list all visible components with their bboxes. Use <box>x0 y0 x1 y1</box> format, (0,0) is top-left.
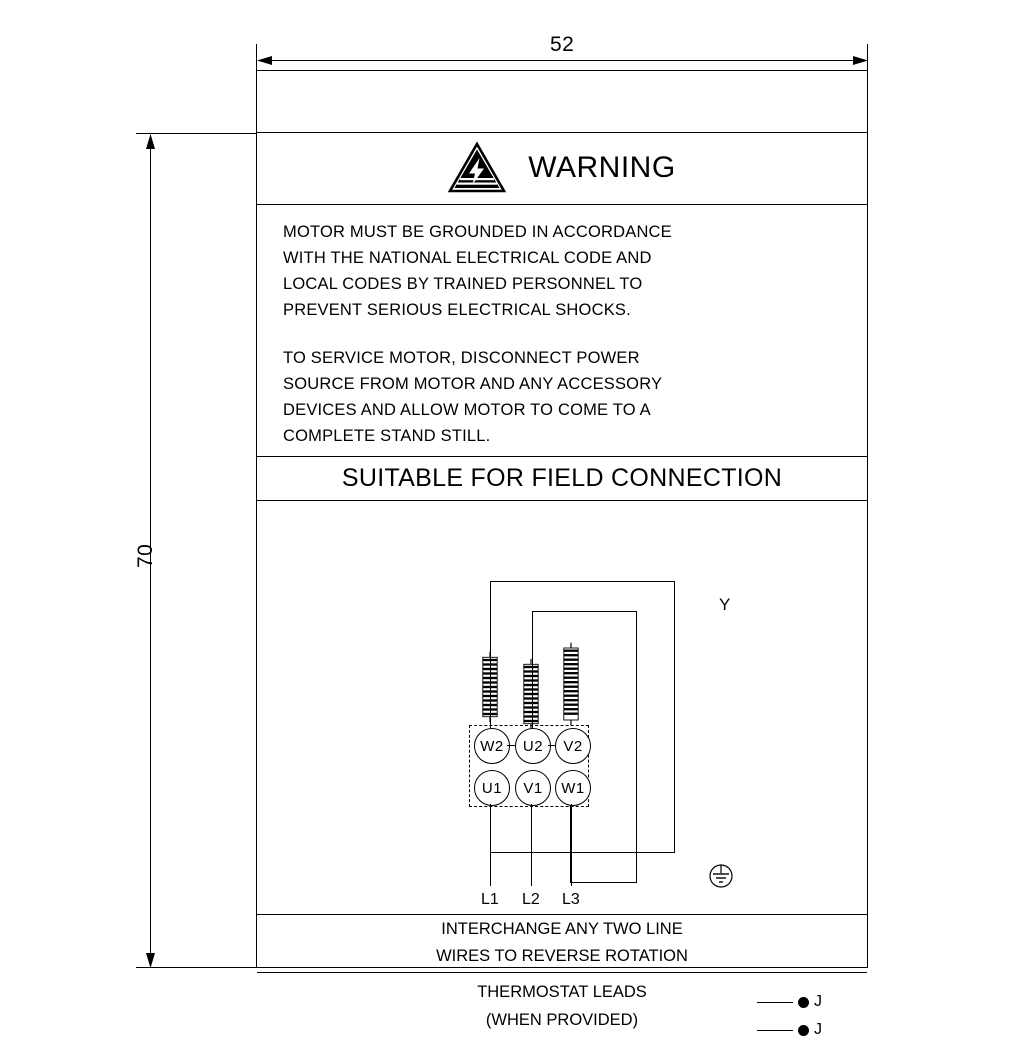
loop2-top-horizontal <box>532 611 637 612</box>
winding-coil-3 <box>562 638 580 730</box>
dim-arrow-top-left <box>142 133 159 151</box>
loop1-bottom-horizontal <box>490 852 675 853</box>
line-label-l3: L3 <box>562 891 580 908</box>
loop2-right-vertical <box>636 611 637 882</box>
warning-line-3: LOCAL CODES BY TRAINED PERSONNEL TO <box>283 275 643 293</box>
warning-paragraph-2 <box>283 345 867 449</box>
terminal-v1[interactable]: V1 <box>515 770 551 806</box>
thermostat-lead-2 <box>757 1016 822 1044</box>
terminal-link-w2-u2 <box>507 745 516 746</box>
warning-line-7: DEVICES AND ALLOW MOTOR TO COME TO A <box>283 401 651 419</box>
loop1-top-horizontal <box>490 581 675 582</box>
wiring-diagram <box>257 500 867 914</box>
thermostat-lead-line-2 <box>757 1030 793 1031</box>
thermostat-lead-dot-1 <box>798 997 809 1008</box>
terminal-link-u2-v2 <box>548 745 556 746</box>
warning-line-2: WITH THE NATIONAL ELECTRICAL CODE AND <box>283 249 652 267</box>
thermostat-lead-dot-2 <box>798 1025 809 1036</box>
warning-line-1: MOTOR MUST BE GROUNDED IN ACCORDANCE <box>283 223 672 241</box>
warning-line-8: COMPLETE STAND STILL. <box>283 427 491 445</box>
lead-l2-wire <box>531 804 532 886</box>
lead-l1-wire <box>490 804 491 886</box>
winding-coil-1 <box>481 648 499 726</box>
connection-type-label: Y <box>719 595 731 614</box>
line-label-l1: L1 <box>481 891 499 908</box>
warning-line-4: PREVENT SERIOUS ELECTRICAL SHOCKS. <box>283 301 631 319</box>
thermostat-lead-label-1: J <box>814 993 822 1010</box>
dim-arrow-left-top <box>256 52 274 69</box>
warning-title: WARNING <box>528 151 676 184</box>
earth-ground-icon <box>705 860 737 892</box>
terminal-w1[interactable]: W1 <box>555 770 591 806</box>
thermostat-note <box>257 972 867 1040</box>
dim-line-width <box>258 60 865 61</box>
loop1-right-vertical <box>674 581 675 852</box>
dim-height-value: 70 <box>134 543 157 568</box>
suitable-for-field-connection: SUITABLE FOR FIELD CONNECTION <box>341 463 783 492</box>
rule-below-warning-header <box>257 204 867 205</box>
terminal-u2[interactable]: U2 <box>515 728 551 764</box>
line-label-l2: L2 <box>522 891 540 908</box>
warning-paragraph-1 <box>283 219 867 323</box>
warning-lightning-icon <box>448 142 506 194</box>
dim-arrow-bottom-left <box>142 951 159 969</box>
dim-width-value: 52 <box>550 33 575 56</box>
dim-arrow-right-top <box>851 52 869 69</box>
motor-label-plate <box>256 70 868 1038</box>
thermostat-lead-label-2: J <box>814 1021 822 1038</box>
thermostat-line-1: THERMOSTAT LEADS <box>477 983 647 1001</box>
terminal-w2[interactable]: W2 <box>474 728 510 764</box>
interchange-line-2: WIRES TO REVERSE ROTATION <box>436 947 688 965</box>
thermostat-lead-line-1 <box>757 1002 793 1003</box>
winding-coil-2 <box>522 655 540 733</box>
interchange-note <box>257 914 867 972</box>
interchange-line-1: INTERCHANGE ANY TWO LINE <box>441 920 683 938</box>
lead-l3-wire <box>571 804 572 886</box>
thermostat-line-2: (WHEN PROVIDED) <box>485 1011 639 1029</box>
thermostat-leads-group <box>757 980 857 1036</box>
terminal-u1[interactable]: U1 <box>474 770 510 806</box>
warning-line-6: SOURCE FROM MOTOR AND ANY ACCESSORY <box>283 375 663 393</box>
warning-header <box>257 132 867 204</box>
warning-line-5: TO SERVICE MOTOR, DISCONNECT POWER <box>283 349 640 367</box>
thermostat-lead-1 <box>757 988 822 1016</box>
terminal-v2[interactable]: V2 <box>555 728 591 764</box>
loop2-bottom-horizontal <box>570 882 637 883</box>
warning-body-text <box>257 211 867 449</box>
